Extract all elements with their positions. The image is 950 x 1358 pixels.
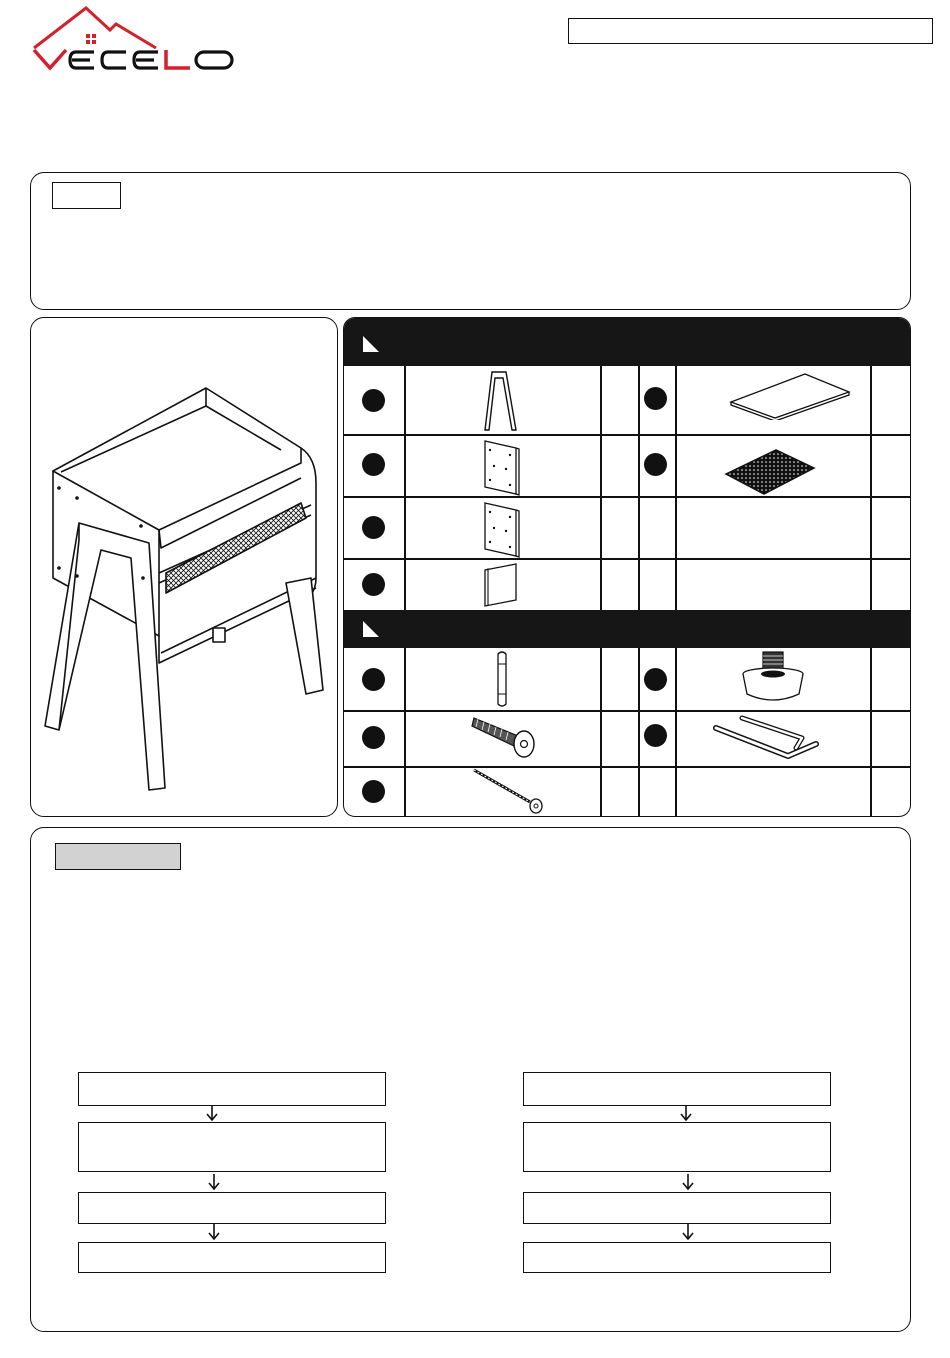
part-marker	[362, 453, 385, 476]
flow-step-box	[523, 1192, 831, 1224]
top-panel-icon	[729, 372, 851, 420]
column-divider	[404, 648, 406, 817]
column-divider	[675, 366, 677, 610]
down-arrow-icon	[205, 1105, 219, 1123]
row-divider	[344, 710, 910, 712]
part-marker	[644, 724, 667, 747]
down-arrow-icon	[207, 1224, 221, 1242]
row-divider	[344, 434, 910, 436]
side-panel-icon	[482, 500, 522, 558]
model-number-box	[568, 18, 933, 44]
flow-step-box	[523, 1242, 831, 1273]
column-divider	[600, 648, 602, 817]
row-divider	[344, 496, 910, 498]
nightstand-illustration	[31, 318, 337, 816]
down-arrow-icon	[681, 1224, 695, 1242]
down-arrow-icon	[679, 1105, 693, 1123]
foot-pad-icon	[739, 650, 809, 708]
dowel-icon	[492, 650, 512, 710]
flow-step-box	[78, 1072, 386, 1106]
column-divider	[870, 648, 872, 817]
flow-label-box	[55, 843, 181, 870]
column-divider	[675, 648, 677, 817]
notice-panel	[30, 172, 911, 310]
part-marker	[362, 573, 385, 596]
hardware-section-header	[344, 610, 910, 648]
flow-step-box	[78, 1192, 386, 1224]
column-divider	[600, 366, 602, 610]
column-divider	[638, 648, 640, 817]
part-marker	[362, 516, 385, 539]
bolt-icon	[470, 712, 540, 762]
flow-step-box	[523, 1122, 831, 1172]
side-panel-icon	[482, 438, 522, 496]
notice-label-box	[52, 182, 121, 209]
part-marker	[362, 780, 385, 803]
panels-section-header	[344, 318, 910, 366]
section-triangle-icon	[362, 335, 380, 353]
part-marker	[644, 387, 667, 410]
flow-step-box	[523, 1072, 831, 1106]
part-marker	[362, 726, 385, 749]
vecelo-logo	[28, 4, 240, 80]
flow-step-box	[78, 1242, 386, 1273]
row-divider	[344, 558, 910, 560]
part-marker	[362, 389, 385, 412]
down-arrow-icon	[681, 1174, 695, 1192]
part-marker	[644, 453, 667, 476]
part-marker	[644, 668, 667, 691]
down-arrow-icon	[207, 1174, 221, 1192]
row-divider	[344, 766, 910, 768]
column-divider	[870, 366, 872, 610]
column-divider	[638, 366, 640, 610]
part-marker	[362, 668, 385, 691]
product-image-panel	[30, 317, 338, 817]
long-screw-icon	[470, 766, 544, 814]
column-divider	[404, 366, 406, 610]
a-frame-leg-icon	[484, 370, 518, 432]
mesh-panel-icon	[724, 448, 816, 496]
small-panel-icon	[482, 562, 522, 608]
section-triangle-icon	[362, 620, 380, 638]
flow-step-box	[78, 1122, 386, 1172]
allen-key-icon	[712, 714, 822, 762]
parts-list-panel	[343, 317, 911, 817]
